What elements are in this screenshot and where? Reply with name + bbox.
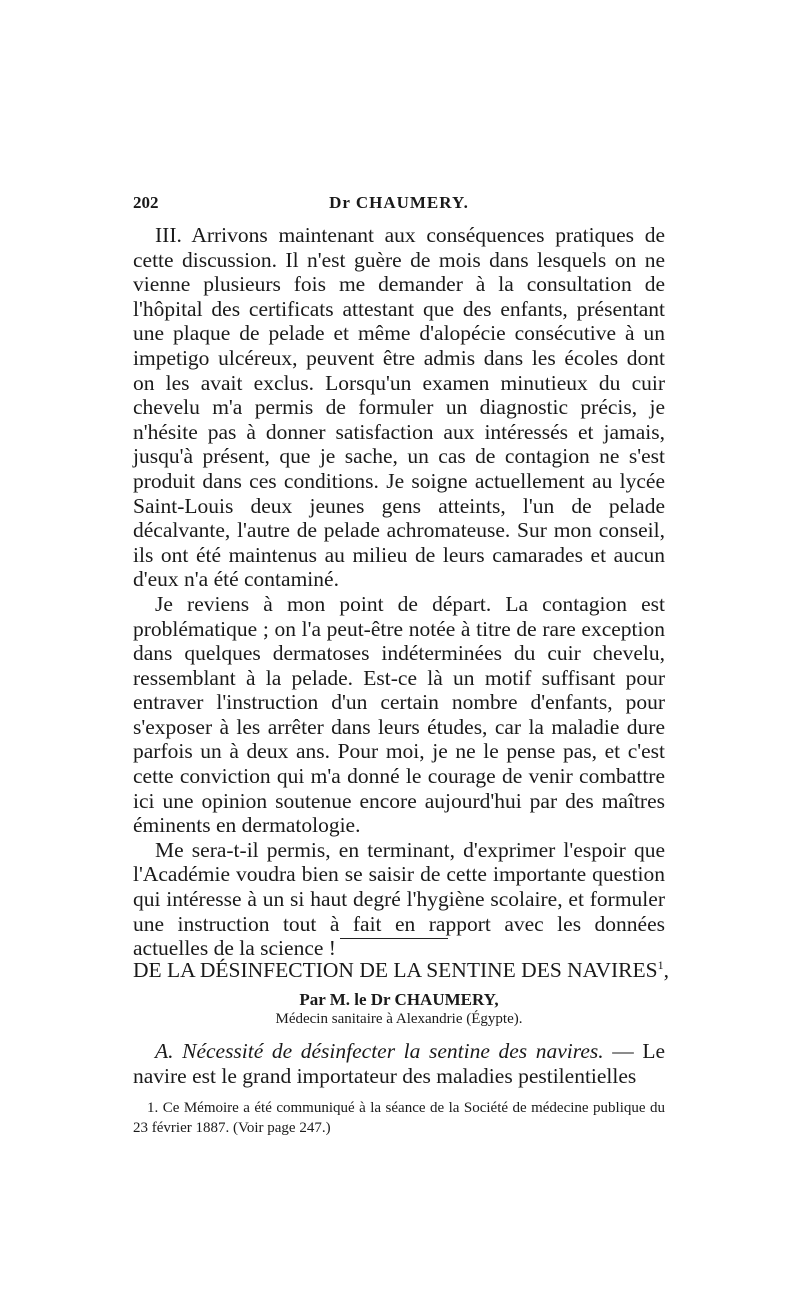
section-text (133, 1039, 665, 1088)
footnote (133, 1098, 665, 1138)
author-affiliation: Médecin sanitaire à Alexandrie (Égypte). (275, 1011, 523, 1027)
section-body: Le navire est le grand importateur des maladies pestilentielles (133, 1039, 665, 1088)
page-number: 202 (133, 193, 159, 212)
article-title (133, 958, 669, 983)
paragraph: Me sera-t-il permis, en terminant, d'exprimer l'espoir que l'Académie voudra bien se saisir de cette importante question qui intéresse à un si haut degré l'hygiène scolaire, et formuler une instruction tout à fait en rapport avec les données actuelles de la science ! (133, 837, 665, 961)
paragraph: III. Arrivons maintenant aux conséquences pratiques de cette discussion. Il n'est guère de mois dans lesquels on ne vienne plusieurs fois me demander à la consultation de l'hôpital des certificats attestant que des enfants, présentant une plaque de pelade et même d'alopécie consécutive à un impetigo ulcéreux, peuvent être admis dans les écoles dont on les avait exclus. Lorsqu'un examen minutieux du cuir chevelu m'a permis de formuler un diagnostic précis, je n'hésite pas à donner satisfaction aux intéressés et jamais, jusqu'à présent, que je sache, un cas de contagion ne s'est produit dans ces conditions. Je soigne actuellement au lycée Saint-Louis deux jeunes gens atteints, l'un de pelade décalvante, l'autre de pelade achromateuse. Sur mon conseil, ils ont été maintenus au milieu de leurs camarades et aucun d'eux n'a été contaminé. (133, 223, 665, 592)
footnote-text: 1. Ce Mémoire a été communiqué à la séance de la Société de médecine publique du 23 février 1887. (Voir page 247.) (133, 1100, 665, 1136)
footnote-reference: 1 (657, 958, 664, 972)
section-heading: A. Nécessité de désinfecter la sentine des navires. (155, 1039, 604, 1063)
section-dash: — (603, 1039, 643, 1063)
section-divider (340, 938, 448, 939)
paragraph: Je reviens à mon point de départ. La contagion est problématique ; on l'a peut-être notée à titre de rare exception dans quelques dermatoses indéterminées du cuir chevelu, ressemblant à la pelade. Est-ce là un motif suffisant pour entraver l'instruction d'un certain nombre d'enfants, pour s'exposer à les arrêter dans leurs études, car la maladie dure parfois un à deux ans. Pour moi, je ne le pense pas, et c'est cette conviction qui m'a donné le courage de venir combattre ici une opinion soutenue encore aujourd'hui par des maîtres éminents en dermatologie. (133, 591, 665, 838)
article-title-text: DE LA DÉSINFECTION DE LA SENTINE DES NAVIRES (133, 958, 658, 983)
section-paragraph (133, 1039, 665, 1088)
running-title: Dr CHAUMERY. (329, 193, 469, 212)
body-text (133, 223, 665, 961)
byline: Par M. le Dr CHAUMERY, (299, 990, 499, 1009)
running-head (133, 193, 665, 217)
article-title-suffix: , (663, 958, 669, 983)
